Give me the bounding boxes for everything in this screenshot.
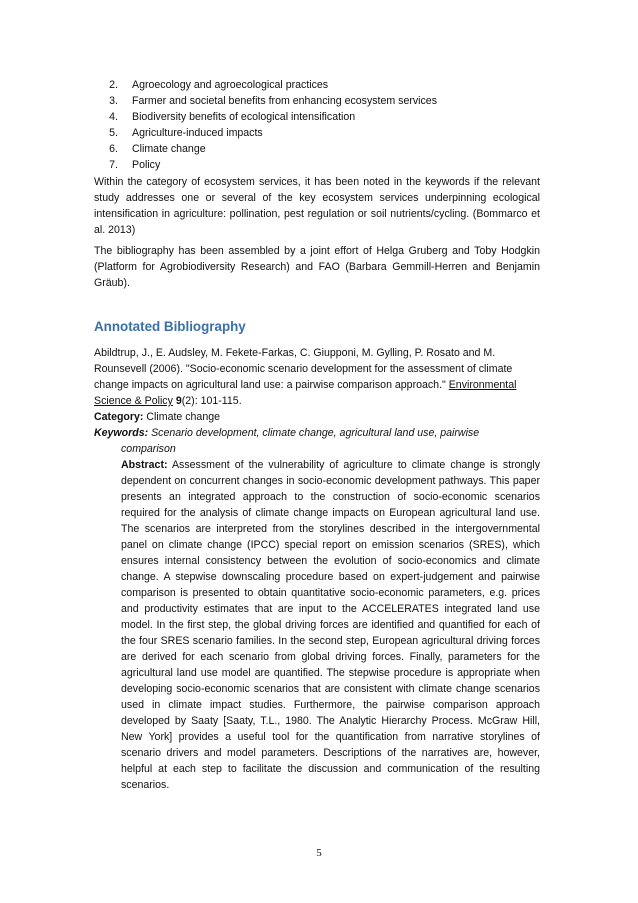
list-item	[94, 93, 540, 109]
keywords-label: Keywords:	[94, 427, 149, 439]
list-number: 3.	[109, 95, 118, 107]
list-label: Farmer and societal benefits from enhancing ecosystem services	[132, 95, 437, 107]
journal-issue-pages: (2): 101-115.	[181, 395, 242, 407]
list-number: 4.	[109, 111, 118, 123]
journal-volume: 9	[175, 395, 182, 407]
list-item	[94, 77, 540, 93]
list-item	[94, 125, 540, 141]
category-value: Climate change	[143, 411, 221, 423]
journal-link[interactable]: Environmental Science & Policy	[94, 379, 517, 407]
list-item	[94, 141, 540, 157]
list-number: 2.	[109, 79, 118, 91]
page-content	[94, 77, 540, 793]
list-number: 7.	[109, 159, 118, 171]
list-number: 6.	[109, 143, 118, 155]
list-label: Agroecology and agroecological practices	[132, 79, 329, 91]
category-list	[94, 77, 540, 173]
abstract-label: Abstract:	[121, 459, 168, 471]
list-label: Biodiversity benefits of ecological intensification	[132, 111, 356, 123]
keywords-continuation: comparison	[121, 443, 176, 455]
intro-paragraph-ecosystem: Within the category of ecosystem services, it has been noted in the keywords if the relevant study addresses one or several of the key ecosystem services underpinning ecological intensification in agriculture: pollination, pest regulation or soil nutrients/cycling. (Bommarco et al. 2013)	[94, 176, 540, 236]
list-label: Policy	[132, 159, 161, 171]
page-number: 5	[316, 847, 322, 859]
citation-text: Abildtrup, J., E. Audsley, M. Fekete-Farkas, C. Giupponi, M. Gylling, P. Rosato and M. Rounsevell (2006). "Socio-economic scenario development for the assessment of climate change impacts on agricultural land use: a pairwise comparison approach."	[94, 347, 513, 391]
entry-category	[94, 409, 540, 425]
abstract-text: Assessment of the vulnerability of agriculture to climate change is strongly dependent on concurrent changes in socio-economic development pathways. This paper presents an integrated approach to the construction of socio-economic scenarios required for the analysis of climate change impacts on European agricultural land use. The scenarios are interpreted from the storylines described in the intergovernmental panel on climate change (IPCC) special report on emission scenarios (SRES), which ensures internal consistency between the evolution of socio-economics and climate change. A stepwise downscaling procedure based on expert-judgement and pairwise comparison is presented to obtain quantitative socio-economic parameters, e.g. prices and productivity estimates that are input to the ACCELERATES integrated land use model. In the first step, the global driving forces are identified and quantified for each of the four SRES scenario families. In the second step, European agricultural driving forces are derived for each scenario from global driving forces. Finally, parameters for the agricultural land use model are quantified. The stepwise procedure is appropriate when developing socio-economic scenarios that are consistent with climate change scenarios used in climate impact studies. Furthermore, the pairwise comparison approach developed by Saaty [Saaty, T.L., 1980. The Analytic Hierarchy Process. McGraw Hill, New York] provides a useful tool for the quantification from narrative storylines of scenario drivers and model parameters. Descriptions of the narratives are, however, helpful at each step to facilitate the discussion and communication of the resulting scenarios.	[121, 459, 540, 791]
list-label: Climate change	[132, 143, 206, 155]
list-item	[94, 157, 540, 173]
list-label: Agriculture-induced impacts	[132, 127, 263, 139]
keywords-value: Scenario development, climate change, agricultural land use, pairwise	[148, 427, 480, 439]
section-heading: Annotated Bibliography	[94, 319, 246, 334]
entry-keywords	[94, 425, 540, 441]
entry-abstract	[94, 457, 540, 793]
bibliography-entry	[94, 345, 540, 793]
intro-paragraph-authors: The bibliography has been assembled by a joint effort of Helga Gruberg and Toby Hodgkin (Platform for Agrobiodiversity Research) and FAO (Barbara Gemmill-Herren and Benjamin Gräub).	[94, 245, 540, 289]
list-item	[94, 109, 540, 125]
entry-citation	[94, 345, 540, 409]
category-label: Category:	[94, 411, 144, 423]
list-number: 5.	[109, 127, 118, 139]
